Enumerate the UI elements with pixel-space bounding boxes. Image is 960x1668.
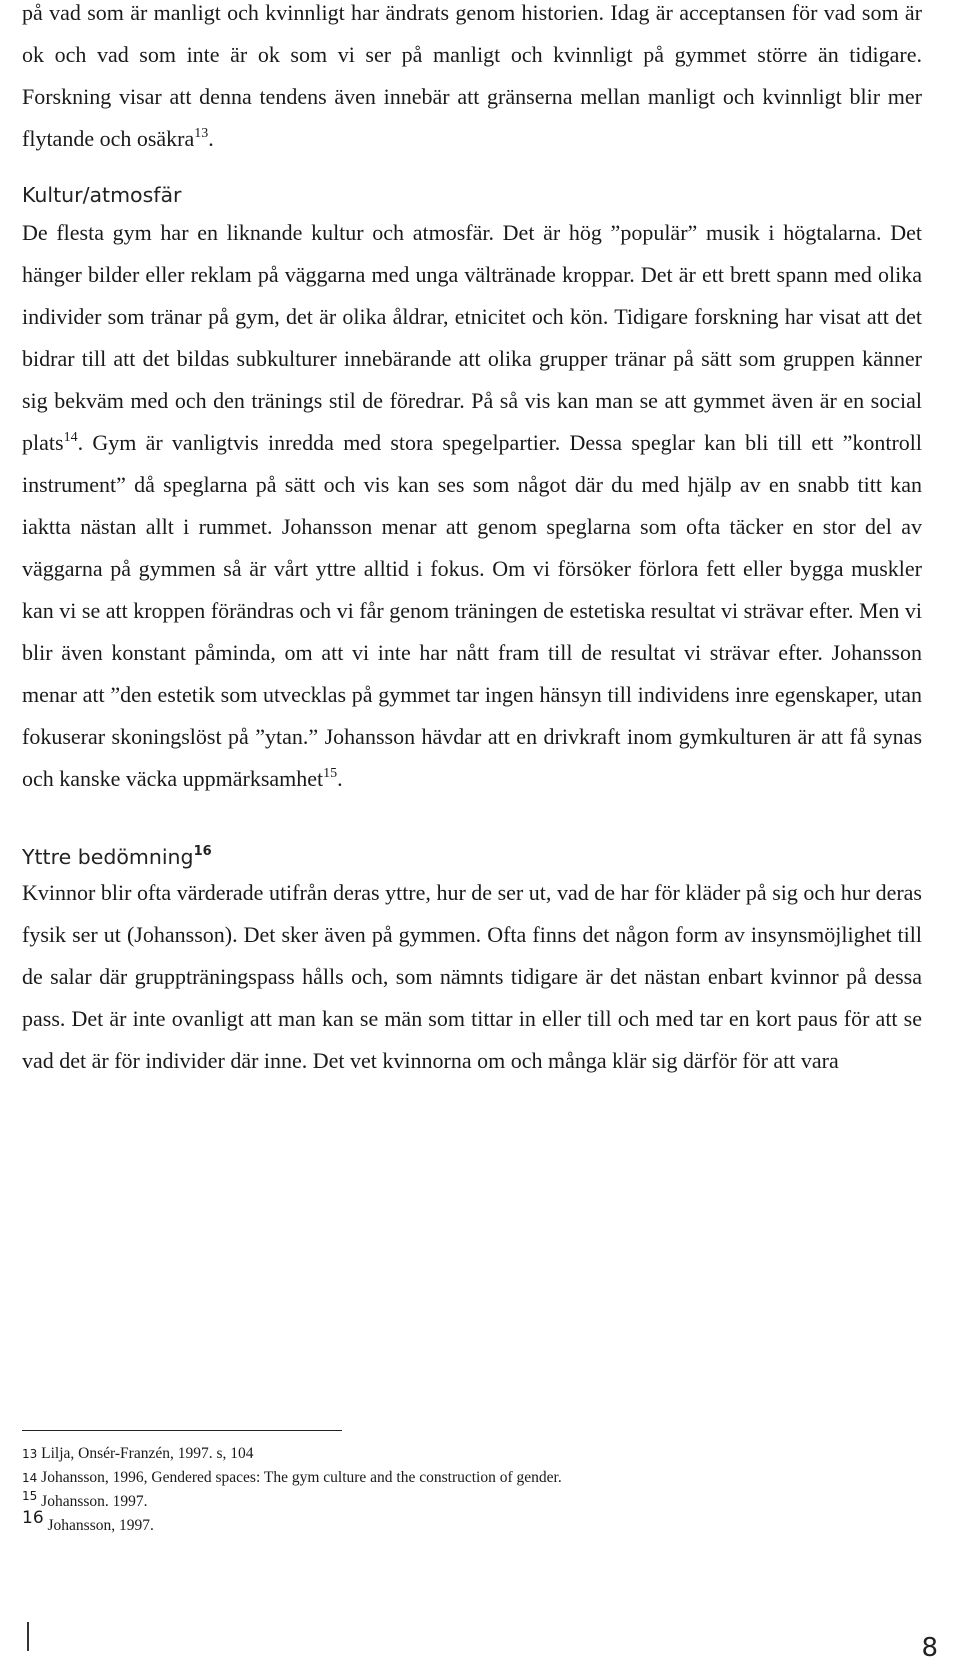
footnote-ref-15: 15 — [323, 766, 338, 781]
document-page — [22, 0, 922, 1082]
page-number: 8 — [921, 1633, 938, 1663]
footnote-13 — [22, 1442, 922, 1466]
footnote-text: Johansson, 1996, Gendered spaces: The gym culture and the construction of gender. — [37, 1469, 562, 1486]
paragraph-intro-tail: . — [208, 126, 214, 151]
footnote-text: Lilja, Onsér-Franzén, 1997. s, 104 — [37, 1445, 254, 1462]
paragraph-kultur-part1: De flesta gym har en liknande kultur och atmosfär. Det är hög ”populär” musik i högtalarna. Det hänger bilder eller reklam på väggarna med unga vältränade kroppar. Det är ett brett spann med olika individer som tränar på gym, det är olika åldrar, etnicitet och kön. Tidigare forskning har visat att det bidrar till att det bildas subkulturer innebärande att olika grupper tränar på sätt som gruppen känner sig bekväm med och den tränings stil de föredrar. På så vis kan man se att gymmet även är en social plats — [22, 220, 922, 455]
margin-bar — [27, 1622, 29, 1651]
paragraph-yttre: Kvinnor blir ofta värderade utifrån deras yttre, hur de ser ut, vad de har för kläder på sig och hur deras fysik ser ut (Johansson). Det sker även på gymmen. Ofta finns det någon form av insynsmöjlighet till de salar där gruppträningspass hålls och, som nämnts tidigare är det nästan enbart kvinnor på dessa pass. Det är inte ovanligt att man kan se män som tittar in eller till och med tar en kort paus för att se vad det är för individer där inne. Det vet kvinnorna om och många klär sig därför för att vara — [22, 880, 922, 1073]
footnote-14 — [22, 1466, 922, 1490]
paragraph-intro — [22, 0, 922, 160]
heading-kultur: Kultur/atmosfär — [22, 183, 182, 207]
footnotes — [22, 1442, 922, 1538]
footnote-number: 14 — [22, 1471, 38, 1485]
footnote-number: 13 — [22, 1447, 38, 1461]
heading-yttre-text: Yttre bedömning — [22, 845, 194, 869]
footnote-text: Johansson, 1997. — [43, 1517, 154, 1534]
footnote-16 — [22, 1508, 922, 1538]
footnote-text: Johansson. 1997. — [37, 1493, 148, 1510]
footnote-separator — [22, 1430, 342, 1431]
footnote-ref-13: 13 — [194, 126, 209, 141]
footnote-15 — [22, 1490, 922, 1514]
footnote-ref-14: 14 — [63, 430, 78, 445]
footnote-number: 16 — [22, 1508, 44, 1528]
heading-yttre — [22, 842, 922, 872]
paragraph-kultur — [22, 212, 922, 800]
paragraph-intro-text: på vad som är manligt och kvinnligt har ändrats genom historien. Idag är acceptansen för vad som är ok och vad som inte är ok som vi ser på manligt och kvinnligt på gymmet större än tidigare. Forskning visar att denna tendens även innebär att gränserna mellan manligt och kvinnligt blir mer flytande och osäkra — [22, 0, 922, 151]
footnote-ref-16: 16 — [193, 844, 212, 859]
paragraph-kultur-tail: . — [337, 766, 343, 791]
paragraph-kultur-part2: . Gym är vanligtvis inredda med stora spegelpartier. Dessa speglar kan bli till ett ”kontroll instrument” då speglarna på sätt och vis kan ses som något där du med hjälp av en snabb titt kan iaktta nästan allt i rummet. Johansson menar att genom speglarna som ofta täcker en stor del av väggarna på gymmen så är vårt yttre alltid i fokus. Om vi försöker förlora fett eller bygga muskler kan vi se att kroppen förändras och vi får genom träningen de estetiska resultat vi strävar efter. Men vi blir även konstant påminda, om att vi inte har nått fram till de resultat vi strävar efter. Johansson menar att ”den estetik som utvecklas på gymmet tar ingen hänsyn till individens inre egenskaper, utan fokuserar skoningslöst på ”ytan.” Johansson hävdar att en drivkraft inom gymkulturen är att få synas och kanske väcka uppmärksamhet — [22, 430, 922, 791]
footnote-number: 15 — [22, 1489, 38, 1503]
